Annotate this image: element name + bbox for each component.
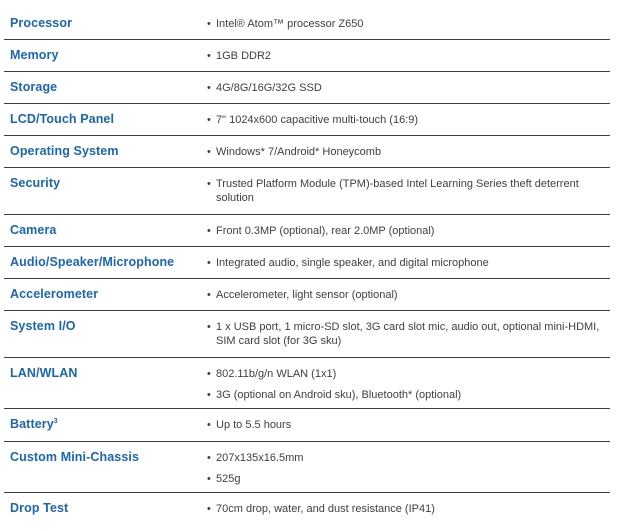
spec-values bbox=[207, 17, 607, 38]
spec-label bbox=[10, 112, 114, 126]
spec-label-text: System I/O bbox=[10, 319, 76, 333]
spec-label bbox=[10, 501, 68, 515]
spec-label-text: Processor bbox=[10, 16, 73, 30]
spec-label bbox=[10, 223, 56, 237]
spec-label-text: Accelerometer bbox=[10, 287, 99, 301]
spec-value-item: • Windows* 7/Android* Honeycomb bbox=[207, 145, 607, 159]
spec-table bbox=[4, 8, 610, 529]
spec-value-item: • Integrated audio, single speaker, and digital microphone bbox=[207, 256, 607, 270]
spec-value-item: • 1GB DDR2 bbox=[207, 49, 607, 63]
spec-label bbox=[10, 80, 57, 94]
spec-values bbox=[207, 145, 607, 166]
spec-value-item: • Front 0.3MP (optional), rear 2.0MP (optional) bbox=[207, 224, 607, 238]
spec-label bbox=[10, 176, 60, 190]
spec-row bbox=[4, 136, 610, 168]
spec-label bbox=[10, 366, 77, 380]
spec-row bbox=[4, 40, 610, 72]
spec-label-text: Storage bbox=[10, 80, 58, 94]
footnote-marker: 3 bbox=[53, 417, 58, 425]
spec-label-text: LCD/Touch Panel bbox=[10, 112, 115, 126]
spec-value-item: • 70cm drop, water, and dust resistance (IP41) bbox=[207, 502, 607, 516]
spec-values bbox=[207, 49, 607, 70]
spec-value-item: • 1 x USB port, 1 micro-SD slot, 3G card slot mic, audio out, optional mini-HDMI, SIM card slot (for 3G sku) bbox=[207, 320, 607, 348]
spec-label bbox=[10, 319, 76, 333]
spec-label bbox=[10, 255, 174, 269]
spec-label bbox=[10, 48, 59, 62]
spec-values bbox=[207, 367, 607, 409]
spec-label-text: Memory bbox=[10, 48, 59, 62]
spec-value-item: • Accelerometer, light sensor (optional) bbox=[207, 288, 607, 302]
spec-values bbox=[207, 320, 607, 355]
spec-label bbox=[10, 144, 119, 158]
spec-values bbox=[207, 177, 607, 212]
spec-row bbox=[4, 8, 610, 40]
spec-row bbox=[4, 409, 610, 442]
spec-values bbox=[207, 288, 607, 309]
spec-row bbox=[4, 72, 610, 104]
spec-label bbox=[10, 450, 139, 464]
spec-value-item: • 802.11b/g/n WLAN (1x1) bbox=[207, 367, 607, 381]
spec-values bbox=[207, 113, 607, 134]
spec-values bbox=[207, 256, 607, 277]
spec-label bbox=[10, 16, 72, 30]
spec-row bbox=[4, 442, 610, 493]
spec-row bbox=[4, 358, 610, 409]
spec-value-item: • Up to 5.5 hours bbox=[207, 418, 607, 432]
spec-label-text: LAN/WLAN bbox=[10, 366, 78, 380]
spec-row bbox=[4, 247, 610, 279]
spec-row bbox=[4, 104, 610, 136]
spec-label-text: Operating System bbox=[10, 144, 119, 158]
spec-label bbox=[10, 287, 98, 301]
spec-value-item: • 3G (optional on Android sku), Bluetooth* (optional) bbox=[207, 388, 607, 402]
spec-label-text: Drop Test bbox=[10, 501, 69, 515]
spec-value-item: • Trusted Platform Module (TPM)-based Intel Learning Series theft deterrent solution bbox=[207, 177, 607, 205]
spec-row bbox=[4, 493, 610, 529]
spec-value-item: • Intel® Atom™ processor Z650 bbox=[207, 17, 607, 31]
spec-value-item: • 4G/8G/16G/32G SSD bbox=[207, 81, 607, 95]
spec-values bbox=[207, 224, 607, 245]
spec-label-text: Custom Mini-Chassis bbox=[10, 450, 139, 464]
spec-values bbox=[207, 502, 607, 523]
spec-row bbox=[4, 311, 610, 358]
spec-values bbox=[207, 81, 607, 102]
spec-value-item: • 525g bbox=[207, 472, 607, 486]
spec-values bbox=[207, 418, 607, 439]
spec-values bbox=[207, 451, 607, 493]
spec-value-item: • 7" 1024x600 capacitive multi-touch (16:9) bbox=[207, 113, 607, 127]
spec-label-text: Battery bbox=[10, 417, 54, 431]
spec-label bbox=[10, 417, 58, 431]
spec-label-text: Security bbox=[10, 176, 61, 190]
spec-row bbox=[4, 215, 610, 247]
spec-label-text: Audio/Speaker/Microphone bbox=[10, 255, 175, 269]
spec-label-text: Camera bbox=[10, 223, 57, 237]
spec-value-item: • 207x135x16.5mm bbox=[207, 451, 607, 465]
spec-row bbox=[4, 168, 610, 215]
spec-row bbox=[4, 279, 610, 311]
